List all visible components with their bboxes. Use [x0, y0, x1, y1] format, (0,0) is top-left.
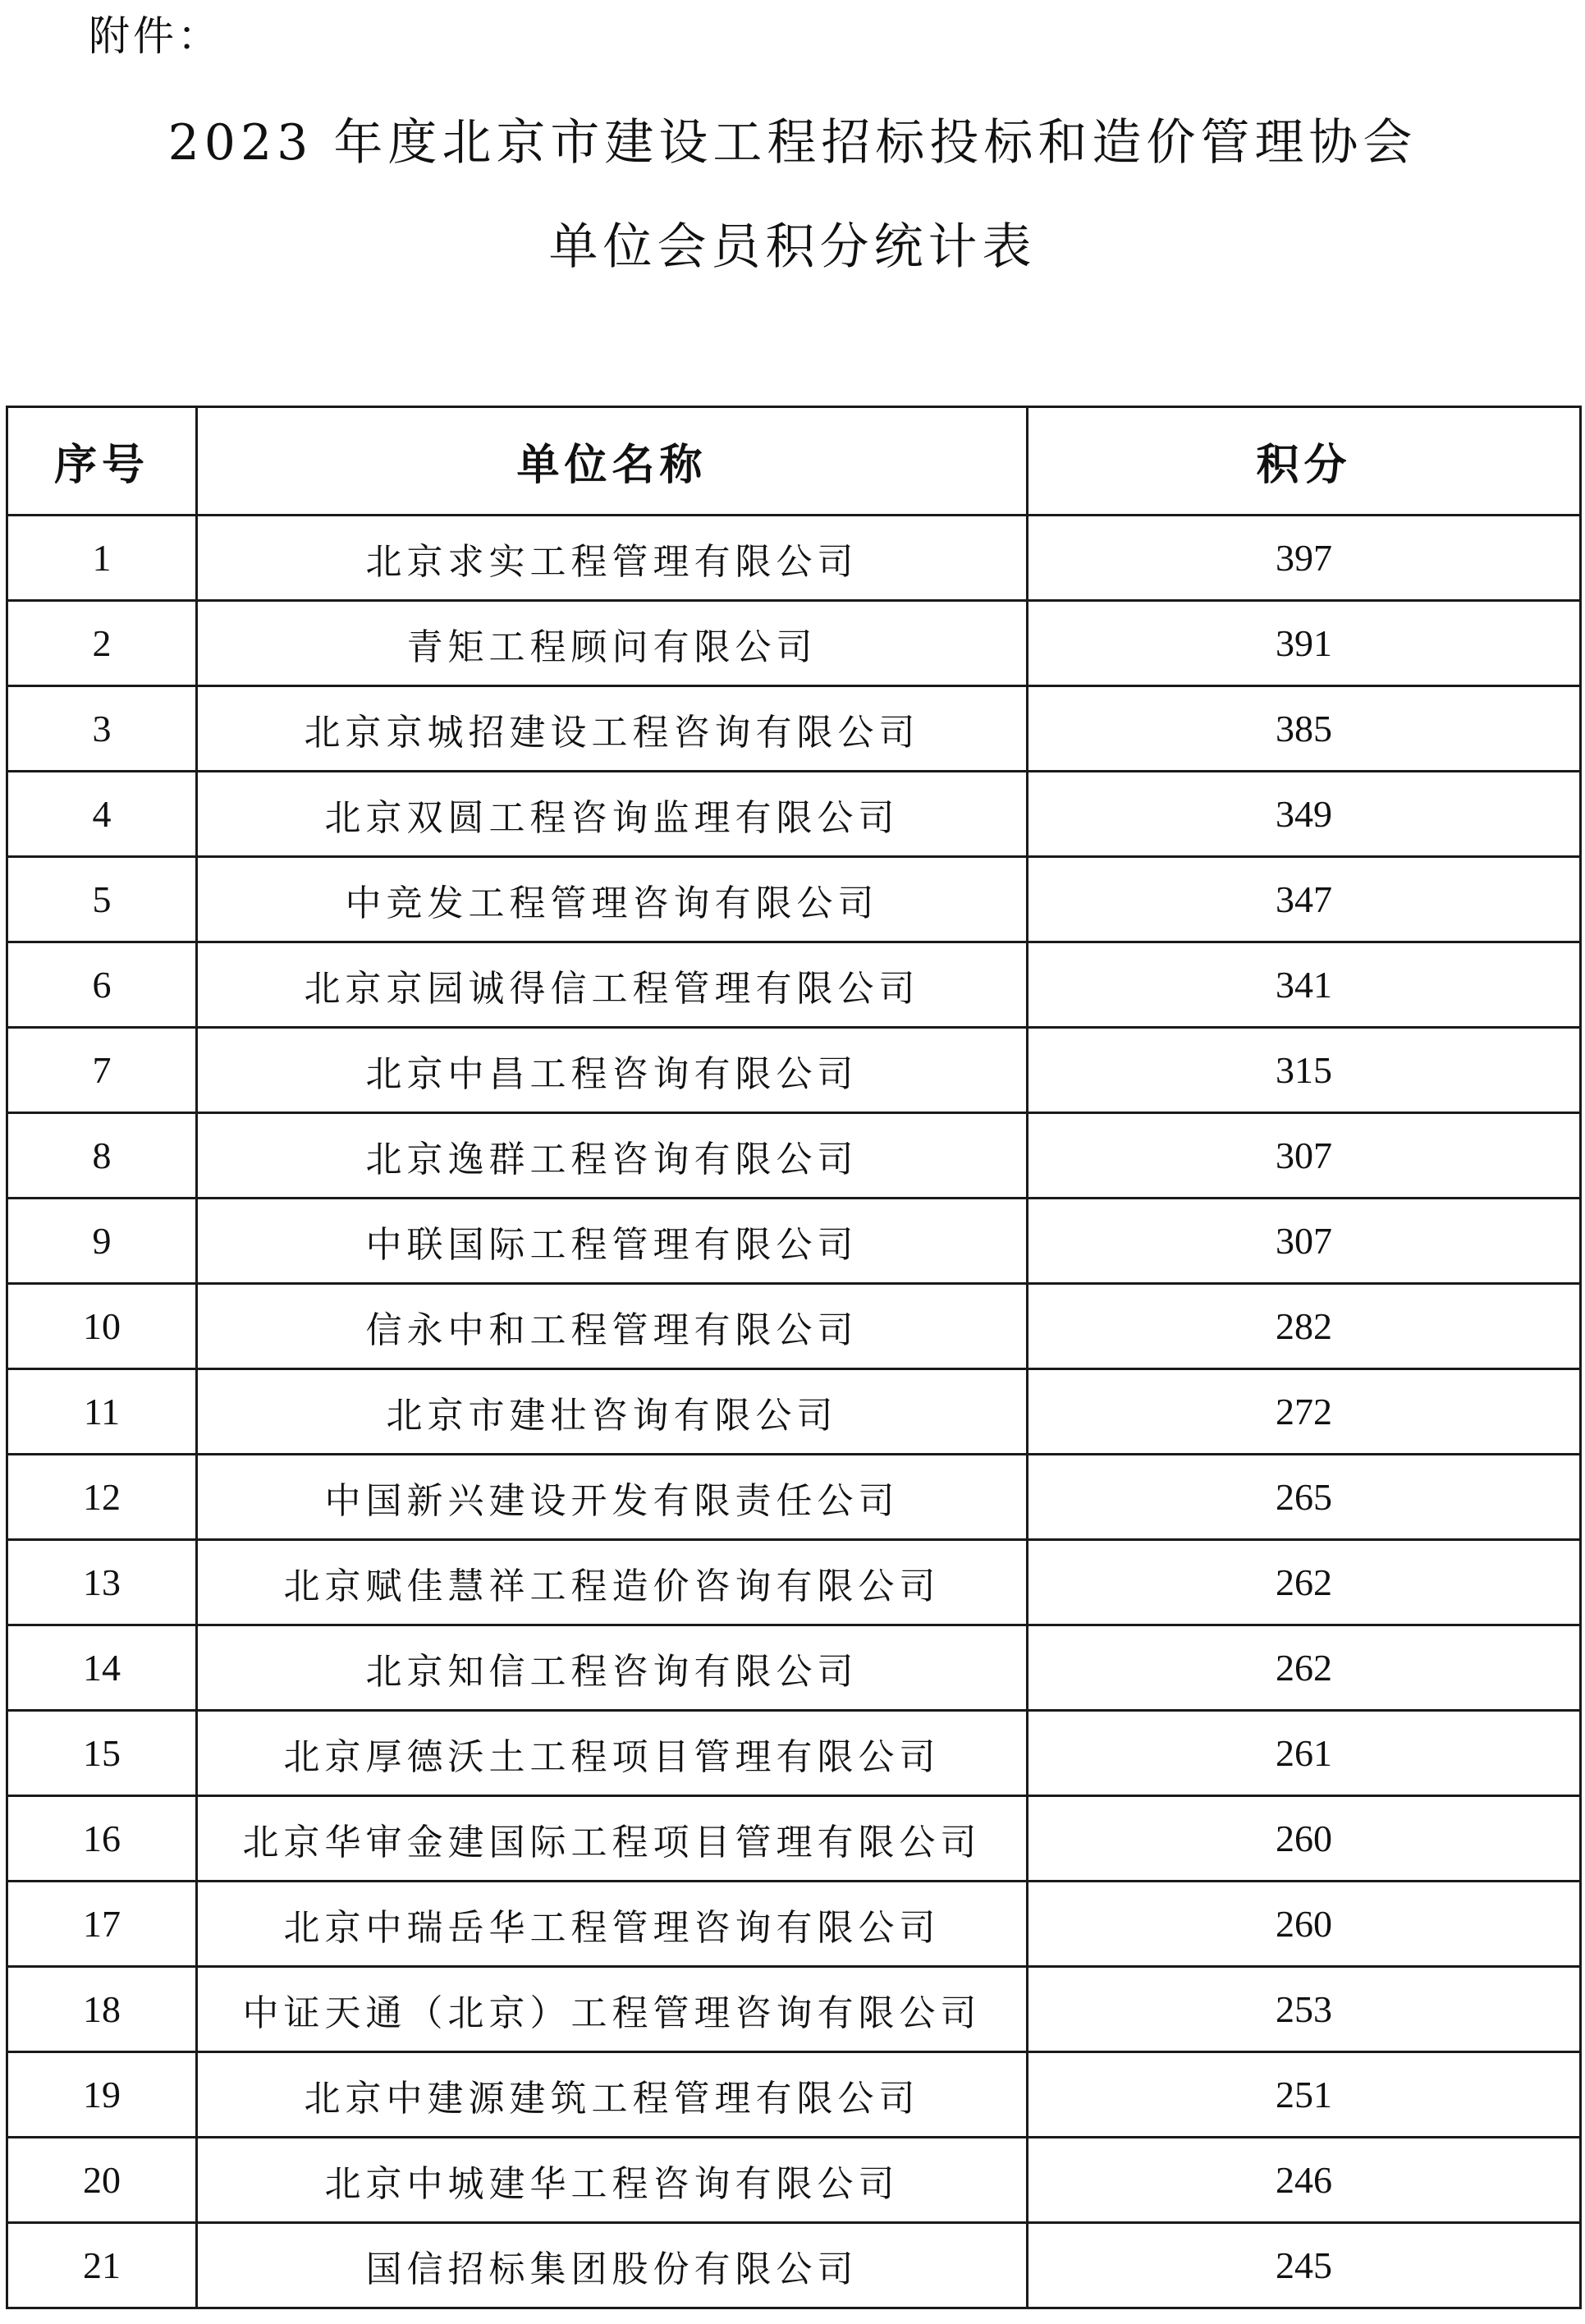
serial-number-cell: 7	[7, 1028, 197, 1113]
score-cell: 260	[1028, 1796, 1581, 1882]
score-cell: 262	[1028, 1625, 1581, 1711]
unit-name-cell: 信永中和工程管理有限公司	[197, 1284, 1028, 1369]
document-title-line-1: 2023 年度北京市建设工程招标投标和造价管理协会	[167, 114, 1418, 172]
unit-name-cell: 北京赋佳慧祥工程造价咨询有限公司	[197, 1540, 1028, 1625]
header-serial-number: 序号	[7, 407, 197, 516]
table-row	[7, 1796, 1581, 1882]
score-cell: 341	[1028, 942, 1581, 1028]
score-cell: 261	[1028, 1711, 1581, 1796]
table-row	[7, 772, 1581, 857]
unit-name-cell: 北京求实工程管理有限公司	[197, 516, 1028, 601]
score-cell: 272	[1028, 1369, 1581, 1455]
serial-number-cell: 13	[7, 1540, 197, 1625]
score-cell: 397	[1028, 516, 1581, 601]
score-cell: 251	[1028, 2052, 1581, 2138]
serial-number-cell: 6	[7, 942, 197, 1028]
score-cell: 246	[1028, 2138, 1581, 2223]
unit-name-cell: 中联国际工程管理有限公司	[197, 1199, 1028, 1284]
table-row	[7, 516, 1581, 601]
unit-name-cell: 北京华审金建国际工程项目管理有限公司	[197, 1796, 1028, 1882]
score-cell: 282	[1028, 1284, 1581, 1369]
table-header	[7, 407, 1581, 516]
serial-number-cell: 12	[7, 1455, 197, 1540]
document-title-line-2: 单位会员积分统计表	[548, 218, 1037, 276]
serial-number-cell: 14	[7, 1625, 197, 1711]
unit-name-cell: 北京中瑞岳华工程管理咨询有限公司	[197, 1882, 1028, 1967]
unit-name-cell: 青矩工程顾问有限公司	[197, 601, 1028, 686]
table-row	[7, 1625, 1581, 1711]
table-row	[7, 1284, 1581, 1369]
unit-name-cell: 国信招标集团股份有限公司	[197, 2223, 1028, 2308]
table-row	[7, 601, 1581, 686]
table-row	[7, 1113, 1581, 1199]
serial-number-cell: 2	[7, 601, 197, 686]
serial-number-cell: 17	[7, 1882, 197, 1967]
table-row	[7, 1882, 1581, 1967]
score-cell: 260	[1028, 1882, 1581, 1967]
serial-number-cell: 1	[7, 516, 197, 601]
table-row	[7, 942, 1581, 1028]
attachment-label: 附件：	[89, 12, 222, 60]
score-cell: 307	[1028, 1199, 1581, 1284]
score-cell: 315	[1028, 1028, 1581, 1113]
header-row	[7, 407, 1581, 516]
table-row	[7, 1028, 1581, 1113]
unit-name-cell: 北京中昌工程咨询有限公司	[197, 1028, 1028, 1113]
score-cell: 347	[1028, 857, 1581, 942]
unit-name-cell: 北京中建源建筑工程管理有限公司	[197, 2052, 1028, 2138]
serial-number-cell: 10	[7, 1284, 197, 1369]
table-body	[7, 516, 1581, 2308]
score-cell: 265	[1028, 1455, 1581, 1540]
serial-number-cell: 4	[7, 772, 197, 857]
serial-number-cell: 19	[7, 2052, 197, 2138]
table-row	[7, 2223, 1581, 2308]
header-score: 积分	[1028, 407, 1581, 516]
score-cell: 349	[1028, 772, 1581, 857]
score-cell: 385	[1028, 686, 1581, 772]
serial-number-cell: 20	[7, 2138, 197, 2223]
unit-name-cell: 北京京城招建设工程咨询有限公司	[197, 686, 1028, 772]
score-cell: 245	[1028, 2223, 1581, 2308]
unit-name-cell: 北京双圆工程咨询监理有限公司	[197, 772, 1028, 857]
header-unit-name: 单位名称	[197, 407, 1028, 516]
unit-name-cell: 北京京园诚得信工程管理有限公司	[197, 942, 1028, 1028]
unit-name-cell: 北京中城建华工程咨询有限公司	[197, 2138, 1028, 2223]
serial-number-cell: 9	[7, 1199, 197, 1284]
serial-number-cell: 21	[7, 2223, 197, 2308]
score-cell: 253	[1028, 1967, 1581, 2052]
table-row	[7, 1455, 1581, 1540]
score-cell: 262	[1028, 1540, 1581, 1625]
table-row	[7, 1711, 1581, 1796]
unit-name-cell: 北京逸群工程咨询有限公司	[197, 1113, 1028, 1199]
table-row	[7, 857, 1581, 942]
serial-number-cell: 3	[7, 686, 197, 772]
table-row	[7, 1540, 1581, 1625]
unit-name-cell: 北京知信工程咨询有限公司	[197, 1625, 1028, 1711]
score-cell: 391	[1028, 601, 1581, 686]
unit-name-cell: 北京市建壮咨询有限公司	[197, 1369, 1028, 1455]
unit-name-cell: 北京厚德沃土工程项目管理有限公司	[197, 1711, 1028, 1796]
table-row	[7, 1967, 1581, 2052]
serial-number-cell: 5	[7, 857, 197, 942]
table-row	[7, 686, 1581, 772]
score-cell: 307	[1028, 1113, 1581, 1199]
table-row	[7, 2138, 1581, 2223]
serial-number-cell: 18	[7, 1967, 197, 2052]
table-row	[7, 1369, 1581, 1455]
serial-number-cell: 15	[7, 1711, 197, 1796]
table-row	[7, 1199, 1581, 1284]
serial-number-cell: 16	[7, 1796, 197, 1882]
table-row	[7, 2052, 1581, 2138]
unit-name-cell: 中竞发工程管理咨询有限公司	[197, 857, 1028, 942]
unit-name-cell: 中国新兴建设开发有限责任公司	[197, 1455, 1028, 1540]
member-score-table	[6, 406, 1582, 2309]
unit-name-cell: 中证天通（北京）工程管理咨询有限公司	[197, 1967, 1028, 2052]
serial-number-cell: 8	[7, 1113, 197, 1199]
serial-number-cell: 11	[7, 1369, 197, 1455]
